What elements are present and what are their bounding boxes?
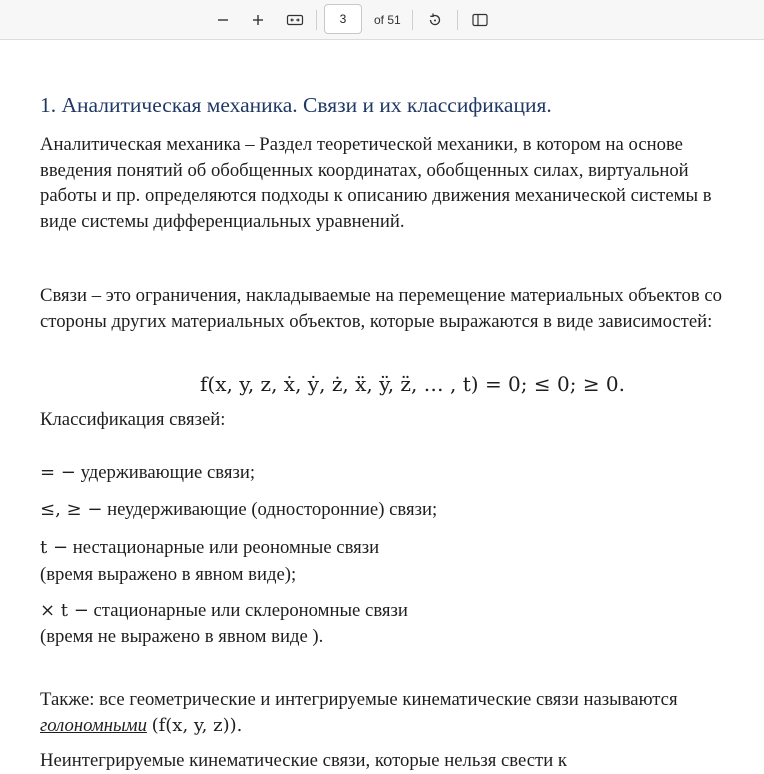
classification-item xyxy=(40,598,408,624)
holonomic-formula: (f(x, y, z)). xyxy=(151,714,243,736)
holonomic-prefix: Также: все геометрические и интегрируемые кинематические связи называются xyxy=(40,689,678,710)
toolbar-divider xyxy=(316,10,317,30)
rotate-button[interactable] xyxy=(422,8,448,32)
plus-icon xyxy=(251,13,265,27)
page-number-input[interactable] xyxy=(324,4,362,34)
holonomic-term: голономными xyxy=(40,714,147,736)
paragraph-constraints: Связи – это ограничения, накладываемые на перемещение материальных объектов со стороны других материальных объектов, которые выражаются в виде зависимостей: xyxy=(40,285,722,332)
page-view-icon xyxy=(471,12,489,28)
fit-width-icon xyxy=(286,13,304,27)
item-text: неудерживающие (односторонние) связи; xyxy=(107,499,438,520)
math-symbol: t − xyxy=(40,537,69,558)
classification-item xyxy=(40,497,437,523)
math-symbol: × t − xyxy=(40,600,89,621)
math-symbol: = − xyxy=(40,462,76,483)
classification-item xyxy=(40,535,379,561)
item-text: стационарные или склерономные связи xyxy=(93,600,408,621)
item-text-continuation: (время не выражено в явном виде ). xyxy=(40,626,324,647)
page-total-label: of 51 xyxy=(374,13,401,27)
rotate-icon xyxy=(426,11,444,29)
classification-item xyxy=(40,460,255,486)
pdf-toolbar xyxy=(0,0,764,40)
item-text: нестационарные или реономные связи xyxy=(72,537,380,558)
item-text: удерживающие связи; xyxy=(80,462,256,483)
paragraph-holonomic xyxy=(40,687,730,738)
page-view-button[interactable] xyxy=(467,8,493,32)
minus-icon xyxy=(216,13,230,27)
classification-title: Классификация связей: xyxy=(40,409,226,430)
paragraph-definition: Аналитическая механика – Раздел теоретической механики, в котором на основе введения понятий об обобщенных координатах, обобщенных силах, виртуальной работы и пр. определяются подходы к описанию движения механической системы в виде системы дифференциальных уравнений. xyxy=(40,134,712,232)
toolbar-divider xyxy=(412,10,413,30)
paragraph-nonholonomic: Неинтегрируемые кинематические связи, которые нельзя свести к xyxy=(40,750,567,771)
math-symbol: ≤, ≥ − xyxy=(40,499,103,520)
section-heading: 1. Аналитическая механика. Связи и их классификация. xyxy=(40,93,552,117)
toolbar-divider xyxy=(457,10,458,30)
zoom-out-button[interactable] xyxy=(210,8,236,32)
constraint-formula: f(x, y, z, ẋ, ẏ, ż, ẍ, ÿ, z̈, … , t) = 0; ≤ 0; ≥ 0. xyxy=(200,372,626,396)
fit-width-button[interactable] xyxy=(282,8,308,32)
zoom-in-button[interactable] xyxy=(245,8,271,32)
item-text-continuation: (время выражено в явном виде); xyxy=(40,564,297,585)
